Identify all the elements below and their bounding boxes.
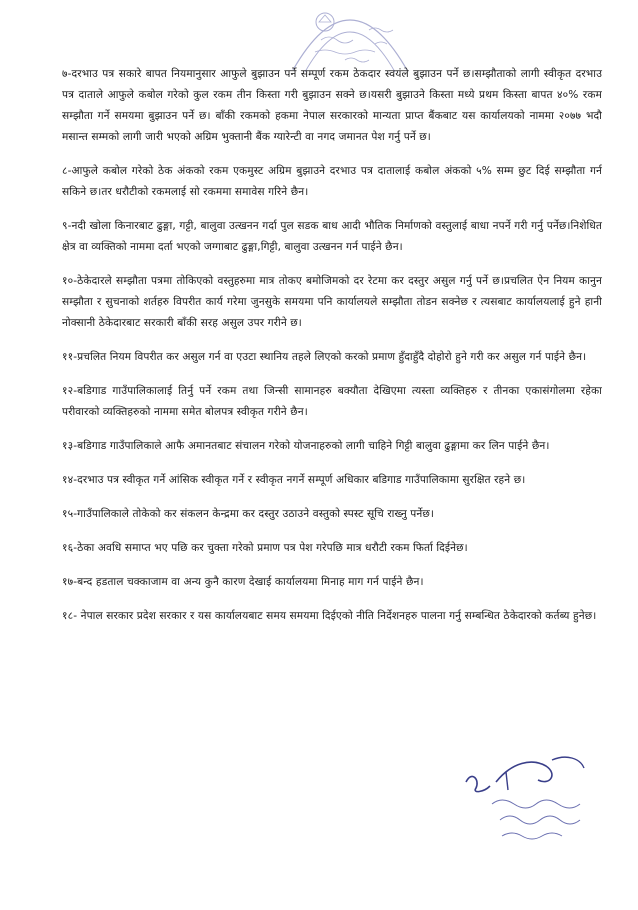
clause-10: १०-ठेकेदारले सम्झौता पत्रमा तोकिएको वस्तुहरुमा मात्र तोकए बमोजिमको दर रेटमा कर दस्तुर असुल गर्नु पर्ने छ।प्रचलित ऐन नियम कानुन सम्झौता र सुचनाको शर्तहरु विपरीत कार्य गरेमा जुनसुके समयमा पनि कार्यालयले सम्झौता तोडन सक्नेछ र त्यसबाट कार्यालयलाई हुने हानी नोक्सानी ठेकेदारबाट सरकारी बाँकी सरह असुल उपर गरीने छ। [62, 275, 602, 329]
clause-list [62, 64, 602, 640]
clause-15: १५-गाउँपालिकाले तोकेको कर संकलन केन्द्रमा कर दस्तुर उठाउने वस्तुको स्पस्ट सूचि राख्नु पर्नेछ। [62, 508, 435, 520]
clause-9: ९-नदी खोला किनारबाट ढुङ्गा, गट्टी, बालुवा उत्खनन गर्दा पुल सडक बाध आदी भौतिक निर्माणको वस्तुलाई बाधा नपर्ने गरी गर्नु पर्नेछ।निशेधित क्षेत्र वा व्यक्तिको नाममा दर्ता भएको जग्गाबाट ढुङ्गा,गिट्टी, बालुवा उत्खनन गर्न पाईने छैन। [62, 220, 602, 253]
clause-8: ८-आफुले कबोल गरेको ठेक अंकको रकम एकमुस्ट अग्रिम बुझाउने दरभाउ पत्र दातालाई कबोल अंकको ५% सम्म छुट दिई सम्झौता गर्न सकिने छ।तर धरौटीको रकमलाई सो रकममा समावेस गरिने छैन। [62, 165, 602, 198]
official-signature-stamp [462, 752, 612, 850]
clause-16: १६-ठेका अवधि समाप्त भए पछि कर चुक्ता गरेको प्रमाण पत्र पेश गरेपछि मात्र धरौटी रकम फिर्ता दिईनेछ। [62, 542, 468, 554]
clause-14: १४-दरभाउ पत्र स्वीकृत गर्ने आंसिक स्वीकृत गर्ने र स्वीकृत नगर्ने सम्पूर्ण अधिकार बडिगाड गाउँपालिकामा सुरक्षित रहने छ। [62, 474, 526, 486]
clause-13: १३-बडिगाड गाउँपालिकाले आफै अमानतबाट संचालन गरेको योजनाहरुको लागी चाहिने गिट्टी बालुवा ढुङ्गामा कर लिन पाईने छैन। [62, 440, 550, 452]
clause-12: १२-बडिगाड गाउँपालिकालाई तिर्नु पर्ने रकम तथा जिन्सी सामानहरु बक्यौता देखिएमा त्यस्ता व्यक्तिहरु र तीनका एकासंगोलमा रहेका परीवारको व्यक्तिहरुको नाममा समेत बोलपत्र स्वीकृत गरीने छैन। [62, 385, 602, 418]
clause-7: ७-दरभाउ पत्र सकारे बापत नियमानुसार आफुले बुझाउन पर्ने सम्पूर्ण रकम ठेकदार स्वयंले बुझाउन पर्ने छ।सम्झौताको लागी स्वीकृत दरभाउ पत्र दाताले आफुले कबोल गरेको कुल रकम तीन किस्ता गरी बुझाउन सक्ने छ।यसरी बुझाउने किस्ता मध्ये प्रथम किस्ता बापत ४०% रकम सम्झौता गर्ने समयमा बुझाउन पर्ने छ। बाँकी रकमको हकमा नेपाल सरकारको मान्यता प्राप्त बैंकबाट यस कार्यालयको नाममा २०७७ भदौ मसान्त सम्मको लागी जारी भएको अग्रिम भुक्तानी बैंक ग्यारेन्टी वा नगद जमानत पेश गर्नु पर्ने छ। [62, 68, 602, 143]
clause-17: १७-बन्द हडताल चक्काजाम वा अन्य कुनै कारण देखाई कार्यालयमा मिनाह माग गर्न पाईने छैन। [62, 576, 424, 588]
clause-11: ११-प्रचलित नियम विपरीत कर असुल गर्न वा एउटा स्थानिय तहले लिएको करको प्रमाण हुँदाहुँदै दोहोरो हुने गरी कर असुल गर्न पाईने छैन। [62, 351, 587, 363]
clause-18: १८- नेपाल सरकार प्रदेश सरकार र यस कार्यालयबाट समय समयमा दिईएको नीति निर्देशनहरु पालना गर्नु सम्बन्धित ठेकेदारको कर्तब्य हुनेछ। [62, 610, 597, 622]
